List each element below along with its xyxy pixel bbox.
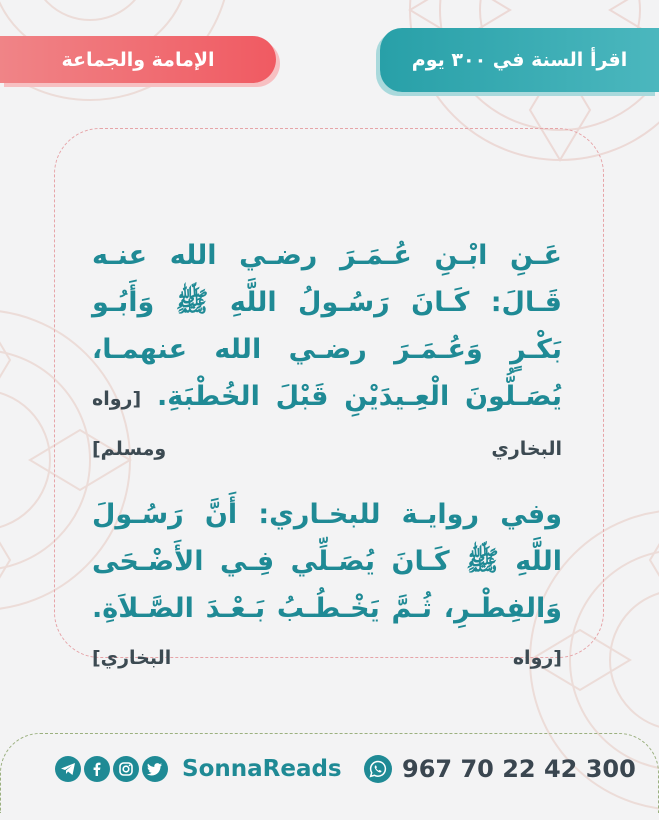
social-handle[interactable]: SonnaReads [182,756,342,782]
hadith-paragraph-1 [92,232,562,473]
twitter-icon[interactable] [142,756,168,782]
whatsapp-icon[interactable] [364,755,392,783]
hadith-part2: وفي روايـة للبخـاري: أَنَّ رَسُـولَ اللَّهِ ﷺ كَـانَ يُصَـلِّي فِـي الأَضْـحَى وَالفِطْـرِ، ثُـمَّ يَخْـطُـبُ بَـعْـدَ الصَّـلاَةِ. [92,499,562,624]
hadith-part1: عَـنِ ابْـنِ عُـمَـرَ رضـي الله عنـه قَـالَ: كَـانَ رَسُـولُ اللَّهِ ﷺ وَأَبُـو بَكْـرٍ وَعُـمَـرَ رضـي الله عنهمـا، يُصَـلُّونَ الْعِـيدَيْنِ قَبْلَ الخُطْبَةِ. [92,240,563,412]
contact [364,752,636,786]
phone-number[interactable]: 967 70 22 42 300 [402,755,636,783]
telegram-icon[interactable] [55,756,81,782]
hadith-part1-source: [رواه البخاري ومسلم] [92,388,562,460]
hadith-text [92,232,562,682]
series-title: اقرأ السنة في ٣٠٠ يوم [411,49,628,71]
social-links [55,752,168,786]
instagram-icon[interactable] [113,756,139,782]
series-title-banner [380,28,659,92]
topic-banner [0,36,276,83]
hadith-part2-source: [رواه البخاري] [92,647,562,669]
hadith-paragraph-2 [92,491,562,682]
topic-title: الإمامة والجماعة [61,48,215,71]
facebook-icon[interactable] [84,756,110,782]
